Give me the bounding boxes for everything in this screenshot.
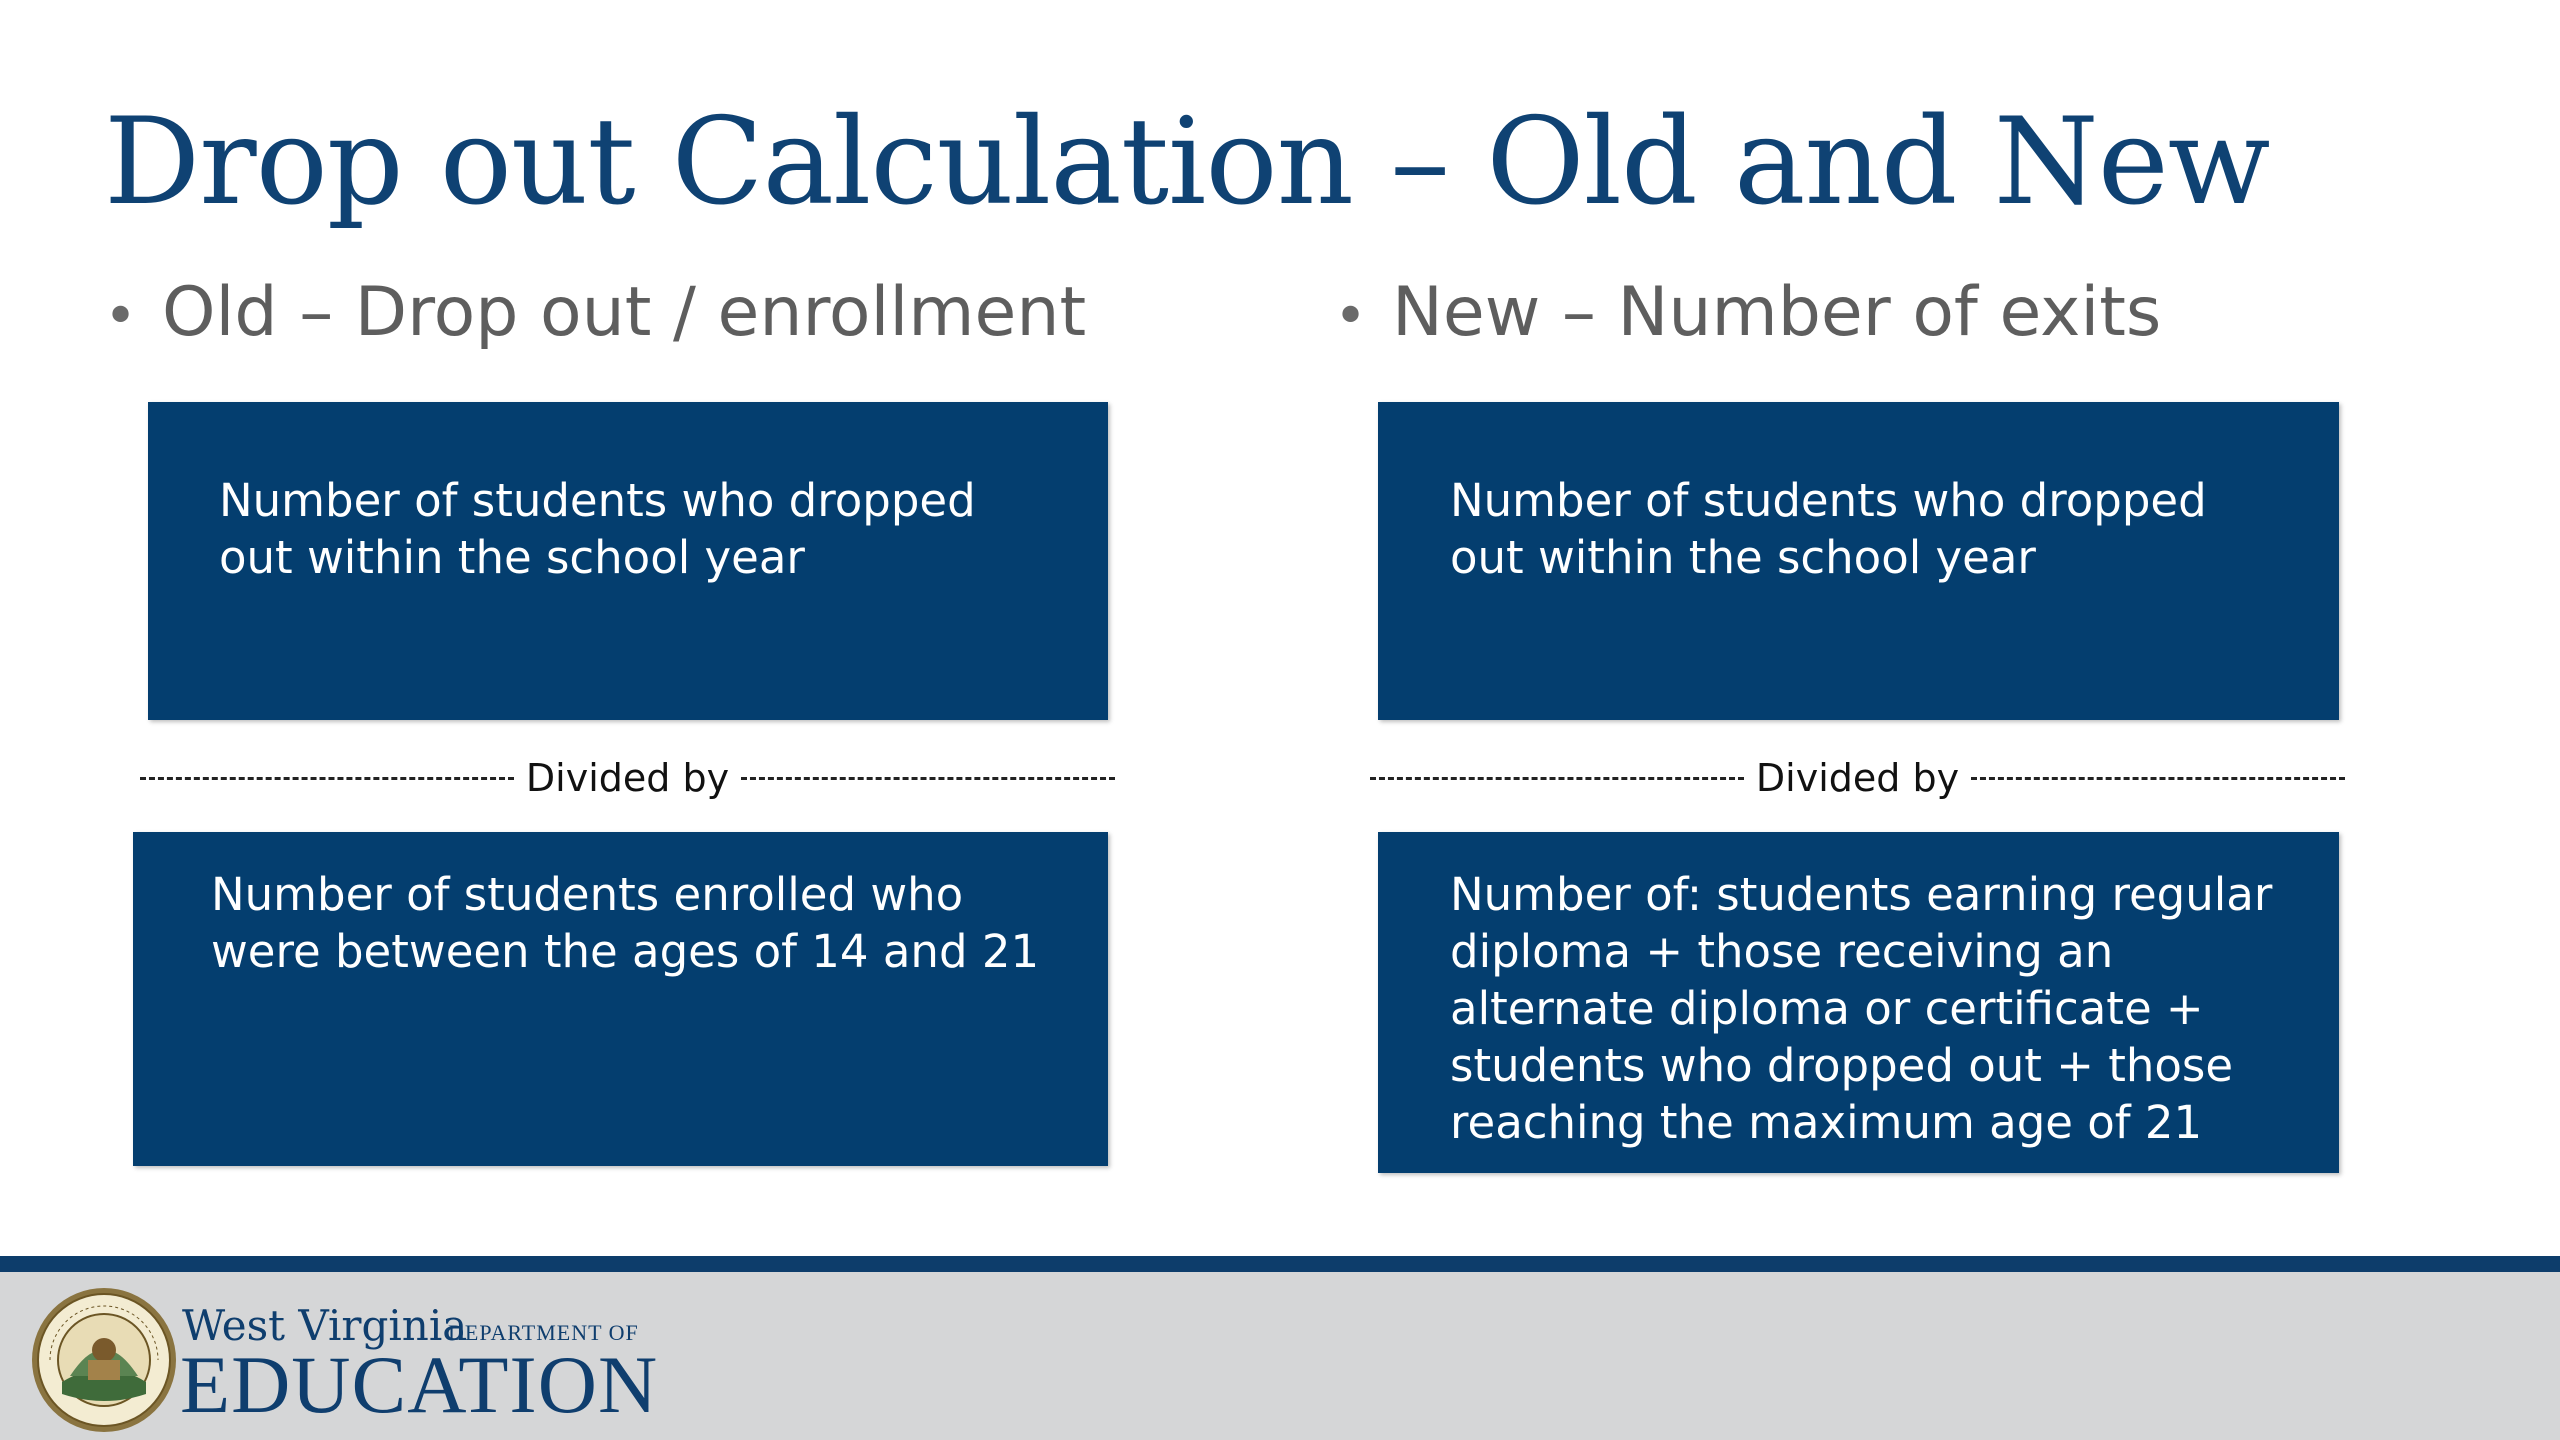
- slide-title: Drop out Calculation – Old and New: [104, 93, 2270, 232]
- new-denominator-box: [1378, 832, 2339, 1173]
- old-numerator-text: Number of students who dropped out within the school year: [219, 474, 976, 584]
- bullet-dot-icon: •: [104, 284, 138, 349]
- bullet-new-text: New – Number of exits: [1392, 273, 2162, 352]
- logo-education: EDUCATION: [180, 1339, 659, 1430]
- dashed-line: [741, 777, 1115, 780]
- dashed-line: [1370, 777, 1744, 780]
- footer: [0, 1272, 2560, 1440]
- state-seal-icon: [30, 1286, 178, 1434]
- old-numerator-box: [148, 402, 1108, 720]
- bullet-new: [1334, 268, 2161, 362]
- bullet-dot-icon: •: [1334, 284, 1368, 349]
- bullet-old: [104, 268, 1086, 362]
- new-numerator-text: Number of students who dropped out within the school year: [1450, 474, 2207, 584]
- logo-west-virginia: West Virginia: [182, 1301, 468, 1350]
- logo-department-of: DEPARTMENT OF: [448, 1320, 639, 1345]
- old-denominator-text: Number of students enrolled who were between the ages of 14 and 21: [211, 868, 1040, 978]
- new-numerator-box: [1378, 402, 2339, 720]
- old-denominator-box: [133, 832, 1108, 1166]
- old-divider-label: Divided by: [525, 756, 730, 800]
- bullet-old-text: Old – Drop out / enrollment: [162, 273, 1087, 352]
- dashed-line: [140, 777, 514, 780]
- new-divider: [1370, 748, 2345, 808]
- dashed-line: [1971, 777, 2345, 780]
- new-denominator-text: Number of: students earning regular diploma + those receiving an alternate diploma or certificate + students who dropped out + those reaching the maximum age of 21: [1450, 868, 2273, 1149]
- old-divider: [140, 748, 1115, 808]
- footer-rule: [0, 1256, 2560, 1272]
- new-divider-label: Divided by: [1755, 756, 1960, 800]
